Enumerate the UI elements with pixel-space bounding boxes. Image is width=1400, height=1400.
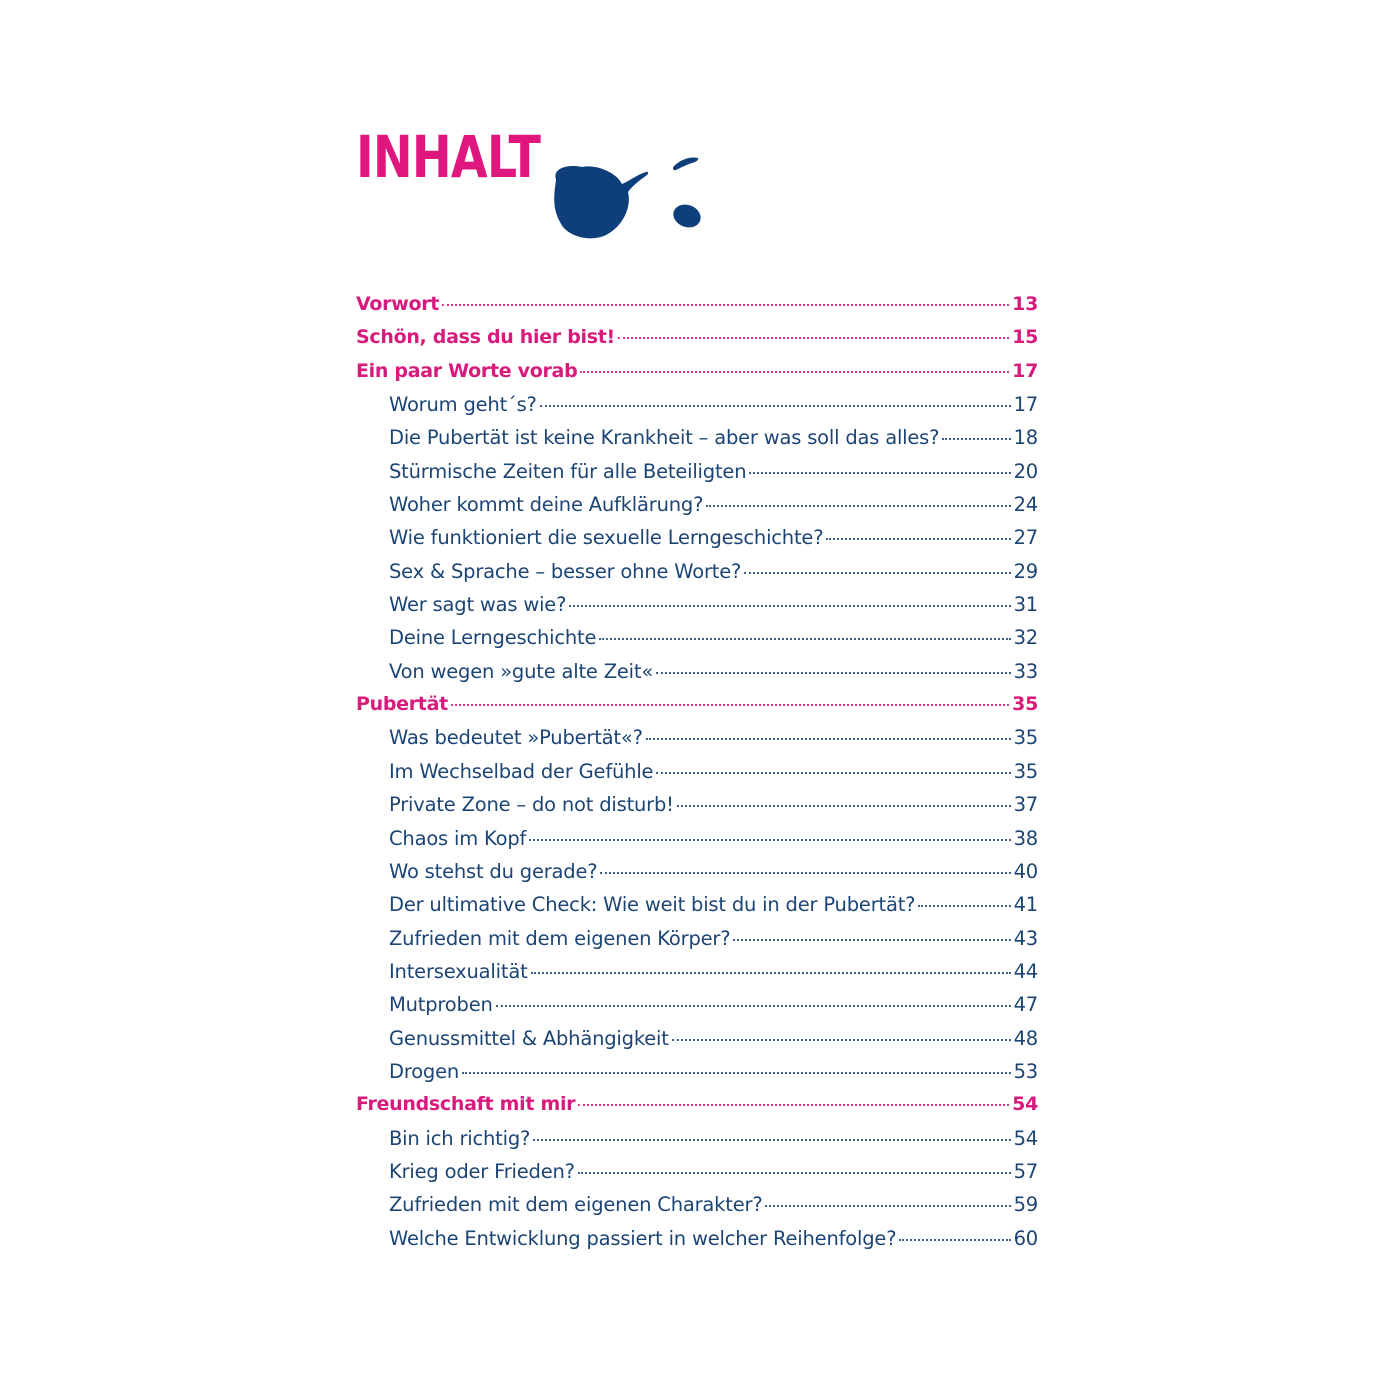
table-of-contents (356, 293, 1038, 1260)
toc-page-number: 33 (1013, 659, 1038, 683)
toc-entry-title: Der ultimative Check: Wie weit bist du in der Pubertät? (389, 893, 916, 917)
toc-entry-title: Bin ich richtig? (389, 1126, 531, 1150)
toc-entry-title: Schön, dass du hier bist! (356, 326, 615, 349)
toc-page-number: 60 (1013, 1226, 1038, 1250)
toc-section (356, 827, 1038, 860)
dot-leader (462, 1072, 1011, 1074)
toc-entry-title: Stürmische Zeiten für alle Beteiligten (389, 459, 747, 483)
toc-page-number: 59 (1013, 1193, 1038, 1217)
toc-page-number: 32 (1013, 626, 1038, 650)
toc-section (356, 1227, 1038, 1260)
toc-section (356, 1027, 1038, 1060)
toc-entry-title: Deine Lerngeschichte (389, 626, 597, 650)
dot-leader (826, 538, 1010, 540)
toc-section (356, 426, 1038, 459)
dot-leader (540, 405, 1011, 407)
dot-leader (578, 1104, 1009, 1106)
toc-entry-title: Wo stehst du gerade? (389, 859, 598, 883)
dot-leader (646, 738, 1011, 740)
toc-chapter (356, 1093, 1038, 1126)
toc-page-number: 35 (1012, 693, 1038, 716)
toc-section (356, 927, 1038, 960)
toc-page-number: 35 (1013, 759, 1038, 783)
dot-leader (442, 304, 1009, 306)
dot-leader (600, 872, 1010, 874)
toc-section (356, 893, 1038, 926)
dot-leader (531, 972, 1011, 974)
toc-section (356, 560, 1038, 593)
toc-chapter (356, 360, 1038, 393)
toc-page-number: 27 (1013, 526, 1038, 550)
toc-entry-title: Chaos im Kopf (389, 826, 527, 850)
toc-section (356, 626, 1038, 659)
toc-page-number: 17 (1013, 393, 1038, 417)
toc-page-number: 47 (1013, 993, 1038, 1017)
toc-entry-title: Zufrieden mit dem eigenen Charakter? (389, 1193, 763, 1217)
toc-page-number: 24 (1013, 493, 1038, 517)
dot-leader (706, 505, 1010, 507)
toc-page-number: 41 (1013, 893, 1038, 917)
toc-entry-title: Woher kommt deine Aufklärung? (389, 493, 704, 517)
toc-section (356, 1060, 1038, 1093)
toc-page-number: 15 (1012, 326, 1038, 349)
toc-page-number: 57 (1013, 1159, 1038, 1183)
toc-page-number: 20 (1013, 459, 1038, 483)
dot-leader (533, 1139, 1010, 1141)
toc-entry-title: Genussmittel & Abhängigkeit (389, 1026, 669, 1050)
toc-entry-title: Die Pubertät ist keine Krankheit – aber was soll das alles? (389, 426, 940, 450)
dot-leader (578, 1172, 1011, 1174)
dot-leader (618, 337, 1009, 339)
toc-section (356, 526, 1038, 559)
toc-section (356, 1127, 1038, 1160)
toc-entry-title: Sex & Sprache – besser ohne Worte? (389, 559, 742, 583)
toc-section (356, 726, 1038, 759)
toc-page-number: 38 (1013, 826, 1038, 850)
toc-section (356, 393, 1038, 426)
toc-page-number: 43 (1013, 926, 1038, 950)
toc-page-number: 48 (1013, 1026, 1038, 1050)
page-title: INHALT (356, 123, 541, 191)
toc-section (356, 960, 1038, 993)
toc-page-number: 53 (1013, 1059, 1038, 1083)
dot-leader (656, 772, 1010, 774)
toc-page-number: 13 (1012, 293, 1038, 315)
toc-entry-title: Freundschaft mit mir (356, 1093, 576, 1116)
dot-leader (677, 805, 1011, 807)
toc-entry-title: Pubertät (356, 693, 448, 716)
toc-section (356, 460, 1038, 493)
toc-entry-title: Private Zone – do not disturb! (389, 793, 674, 817)
dot-leader (496, 1005, 1011, 1007)
dot-leader (580, 371, 1009, 373)
toc-entry-title: Drogen (389, 1059, 460, 1083)
toc-section (356, 660, 1038, 693)
dot-leader (451, 704, 1009, 706)
toc-chapter (356, 293, 1038, 326)
toc-page-number: 40 (1013, 859, 1038, 883)
toc-page-number: 54 (1013, 1126, 1038, 1150)
toc-entry-title: Mutproben (389, 993, 493, 1017)
toc-entry-title: Krieg oder Frieden? (389, 1159, 575, 1183)
dot-leader (899, 1239, 1010, 1241)
toc-page-number: 44 (1013, 959, 1038, 983)
dot-leader (749, 472, 1010, 474)
toc-section (356, 593, 1038, 626)
toc-section (356, 793, 1038, 826)
toc-entry-title: Von wegen »gute alte Zeit« (389, 659, 654, 683)
toc-section (356, 760, 1038, 793)
toc-entry-title: Worum geht´s? (389, 393, 537, 417)
toc-entry-title: Zufrieden mit dem eigenen Körper? (389, 926, 731, 950)
toc-chapter (356, 326, 1038, 359)
dot-leader (918, 905, 1010, 907)
toc-entry-title: Wer sagt was wie? (389, 593, 567, 617)
toc-page-number: 18 (1013, 426, 1038, 450)
dot-leader (529, 839, 1010, 841)
toc-page-number: 54 (1012, 1093, 1038, 1116)
toc-section (356, 1160, 1038, 1193)
dot-leader (744, 572, 1010, 574)
toc-section (356, 493, 1038, 526)
dot-leader (765, 1205, 1010, 1207)
toc-section (356, 860, 1038, 893)
toc-section (356, 1193, 1038, 1226)
toc-entry-title: Welche Entwicklung passiert in welcher Reihenfolge? (389, 1226, 897, 1250)
toc-entry-title: Intersexualität (389, 959, 528, 983)
toc-page-number: 35 (1013, 726, 1038, 750)
dot-leader (656, 672, 1011, 674)
ink-splash-icon (548, 150, 708, 250)
toc-page-number: 31 (1013, 593, 1038, 617)
dot-leader (942, 438, 1010, 440)
toc-chapter (356, 693, 1038, 726)
toc-section (356, 993, 1038, 1026)
toc-entry-title: Wie funktioniert die sexuelle Lerngeschichte? (389, 526, 824, 550)
toc-entry-title: Ein paar Worte vorab (356, 359, 578, 382)
toc-page-number: 17 (1012, 359, 1038, 382)
toc-page-number: 37 (1013, 793, 1038, 817)
dot-leader (672, 1039, 1011, 1041)
toc-page-number: 29 (1013, 559, 1038, 583)
dot-leader (599, 638, 1010, 640)
dot-leader (569, 605, 1010, 607)
toc-entry-title: Vorwort (356, 293, 440, 315)
dot-leader (733, 939, 1010, 941)
toc-entry-title: Im Wechselbad der Gefühle (389, 759, 654, 783)
toc-entry-title: Was bedeutet »Pubertät«? (389, 726, 643, 750)
